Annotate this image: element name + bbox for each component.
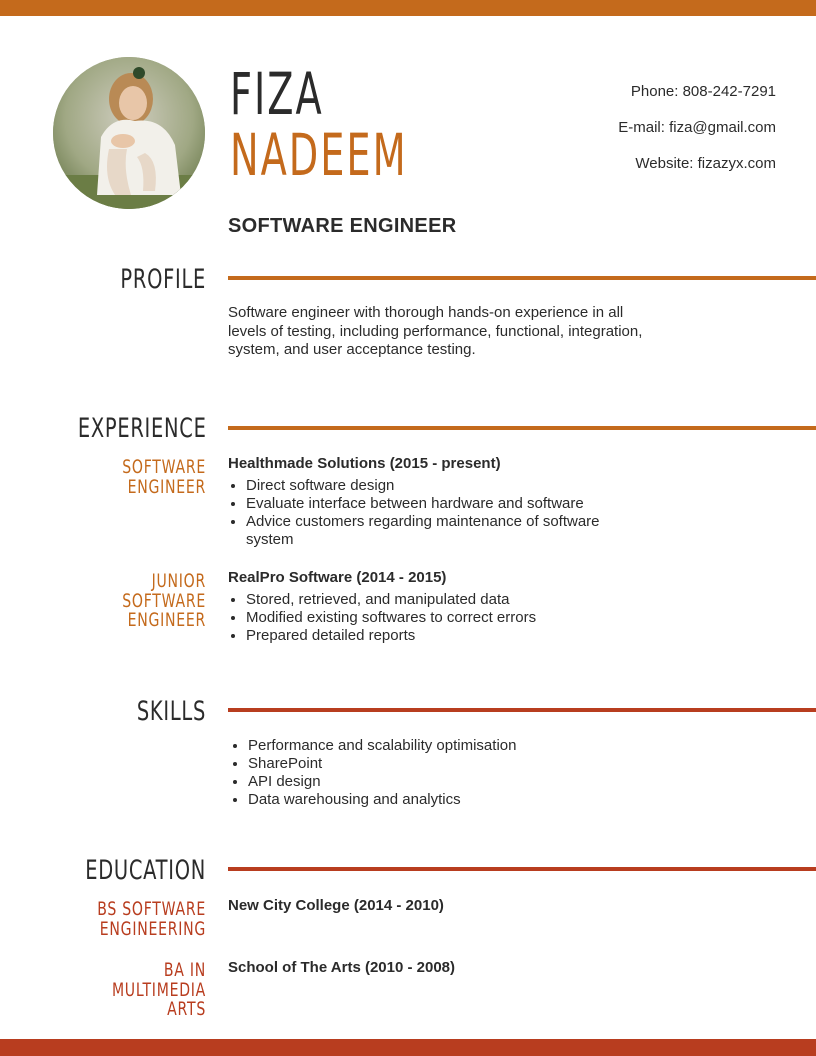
profile-photo — [53, 57, 205, 209]
experience-bullet: • Prepared detailed reports — [246, 627, 648, 645]
experience-company: RealPro Software (2014 - 2015) — [228, 569, 447, 586]
experience-bullet: • Stored, retrieved, and manipulated data — [246, 591, 648, 609]
section-heading-experience: EXPERIENCE — [77, 413, 207, 444]
section-heading-skills: SKILLS — [136, 696, 206, 727]
section-rule-skills — [228, 708, 816, 712]
skill-item: • Data warehousing and analytics — [248, 791, 650, 809]
section-rule-profile — [228, 276, 816, 280]
bottom-accent-bar — [0, 1039, 816, 1056]
experience-bullets — [228, 591, 648, 645]
education-school: School of The Arts (2010 - 2008) — [228, 959, 456, 976]
contact-phone: Phone: 808-242-7291 — [630, 83, 776, 100]
experience-role: SOFTWARE ENGINEER — [122, 456, 206, 498]
contact-email: E-mail: fiza@gmail.com — [618, 119, 776, 136]
section-rule-education — [228, 867, 816, 871]
experience-company: Healthmade Solutions (2015 - present) — [228, 455, 501, 472]
experience-bullet: • Direct software design — [246, 477, 648, 495]
experience-bullet: • Advice customers regarding maintenance of software system — [246, 513, 648, 549]
experience-bullet: • Modified existing softwares to correct errors — [246, 609, 648, 627]
experience-role: JUNIOR SOFTWARE ENGINEER — [122, 570, 206, 631]
education-degree: BA IN MULTIMEDIA ARTS — [111, 959, 206, 1020]
skill-item: • SharePoint — [248, 755, 650, 773]
top-accent-bar — [0, 0, 816, 16]
section-rule-experience — [228, 426, 816, 430]
education-school: New City College (2014 - 2010) — [228, 897, 444, 914]
skill-item: • API design — [248, 773, 650, 791]
first-name: FIZA — [230, 60, 324, 128]
skills-list — [230, 737, 650, 809]
experience-bullet: • Evaluate interface between hardware and software — [246, 495, 648, 513]
section-heading-profile: PROFILE — [120, 264, 206, 295]
section-heading-education: EDUCATION — [85, 855, 206, 886]
profile-photo-illustration — [53, 57, 205, 209]
experience-bullets — [228, 477, 648, 549]
contact-website: Website: fizazyx.com — [635, 155, 776, 172]
education-degree: BS SOFTWARE ENGINEERING — [97, 898, 206, 940]
skill-item: • Performance and scalability optimisation — [248, 737, 650, 755]
job-title: SOFTWARE ENGINEER — [228, 215, 457, 237]
last-name: NADEEM — [230, 121, 408, 189]
profile-summary: Software engineer with thorough hands-on experience in all levels of testing, including performance, functional, integration, system, and user acceptance testing. — [228, 304, 643, 358]
